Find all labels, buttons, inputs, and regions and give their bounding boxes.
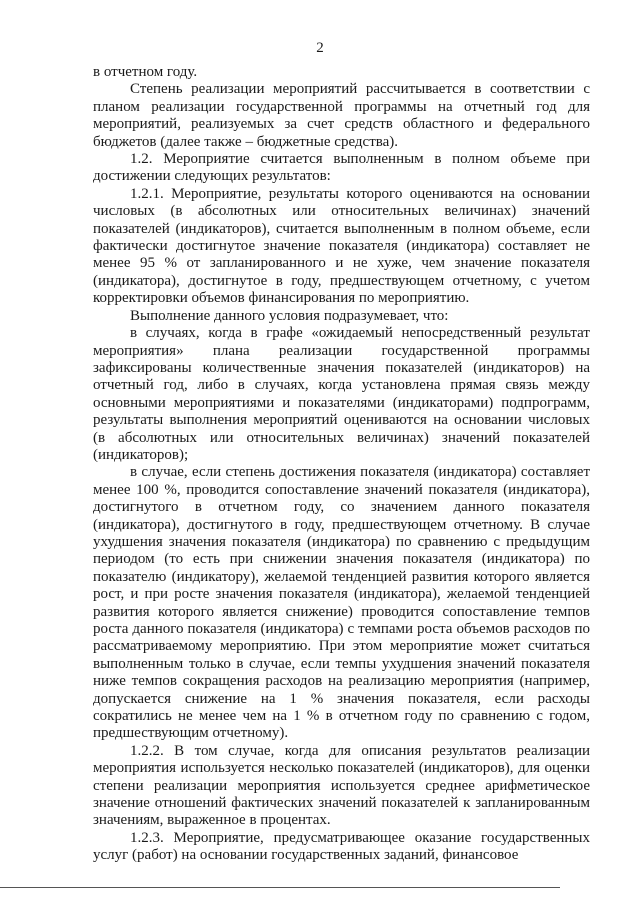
- paragraph-condition-2: в случае, если степень достижения показателя (индикатора) составляет менее 100 %, проводится сопоставление значений показателя (индикатора), достигнутого в отчетном году, со значением данного показателя (индикатора), достигнутого в году, предшествующем отчетному. В случае ухудшения значения показателя (индикатора) по сравнению с предыдущим периодом (то есть при снижении значения показателя (индикатора) по показателю (индикатору), желаемой тенденцией развития которого является рост, и при росте значения показателя (индикатора), желаемой тенденцией развития которого является снижение) проводится сопоставление темпов роста данного показателя (индикатора) с темпами роста объемов расходов по рассматриваемому мероприятию. При этом мероприятие может считаться выполненным только в случае, если темпы ухудшения значений показателя ниже темпов сокращения расходов на реализацию мероприятия (например, допускается снижение на 1 % значения показателя, если расходы сократились не менее чем на 1 % в отчетном году по сравнению с годом, предшествующим отчетному).: [93, 464, 590, 742]
- paragraph-1-2-2: 1.2.2. В том случае, когда для описания результатов реализации мероприятия используется несколько показателей (индикаторов), для оценки степени реализации мероприятия используется среднее арифметическое значение отношений фактических значений показателей к запланированным значениям, выраженное в процентах.: [93, 742, 590, 829]
- paragraph-1-2: 1.2. Мероприятие считается выполненным в полном объеме при достижении следующих результатов:: [93, 151, 590, 185]
- paragraph-implementation-degree: Степень реализации мероприятий рассчитывается в соответствии с планом реализации государственной программы на отчетный год для мероприятий, реализуемых за счет средств областного и федерального бюджетов (далее также – бюджетные средства).: [93, 81, 590, 150]
- document-body: [93, 64, 590, 865]
- paragraph-1-2-1: 1.2.1. Мероприятие, результаты которого оцениваются на основании числовых (в абсолютных или относительных величинах) значений показателей (индикаторов), считается выполненным в полном объеме, если фактически достигнутое значение показателя (индикатора) составляет не менее 95 % от запланированного и не хуже, чем значение показателя (индикатора), достигнутое в году, предшествующем отчетному, с учетом корректировки объемов финансирования по мероприятию.: [93, 185, 590, 307]
- paragraph-condition-intro: Выполнение данного условия подразумевает, что:: [130, 307, 449, 324]
- paragraph-1-2-3: 1.2.3. Мероприятие, предусматривающее оказание государственных услуг (работ) на основании государственных заданий, финансовое: [93, 829, 590, 864]
- page-number: 2: [316, 40, 324, 56]
- paragraph-condition-1: в случаях, когда в графе «ожидаемый непосредственный результат мероприятия» плана реализации государственной программы зафиксированы количественные значения показателей (индикаторов) на отчетный год, либо в случаях, когда установлена прямая связь между основными мероприятиями и показателями (индикаторами) подпрограмм, результаты выполнения мероприятий оцениваются на основании числовых (в абсолютных или относительных величинах) значений показателей (индикаторов);: [93, 325, 590, 463]
- page-bottom-divider: [0, 887, 560, 888]
- paragraph-continuation: в отчетном году.: [93, 64, 198, 80]
